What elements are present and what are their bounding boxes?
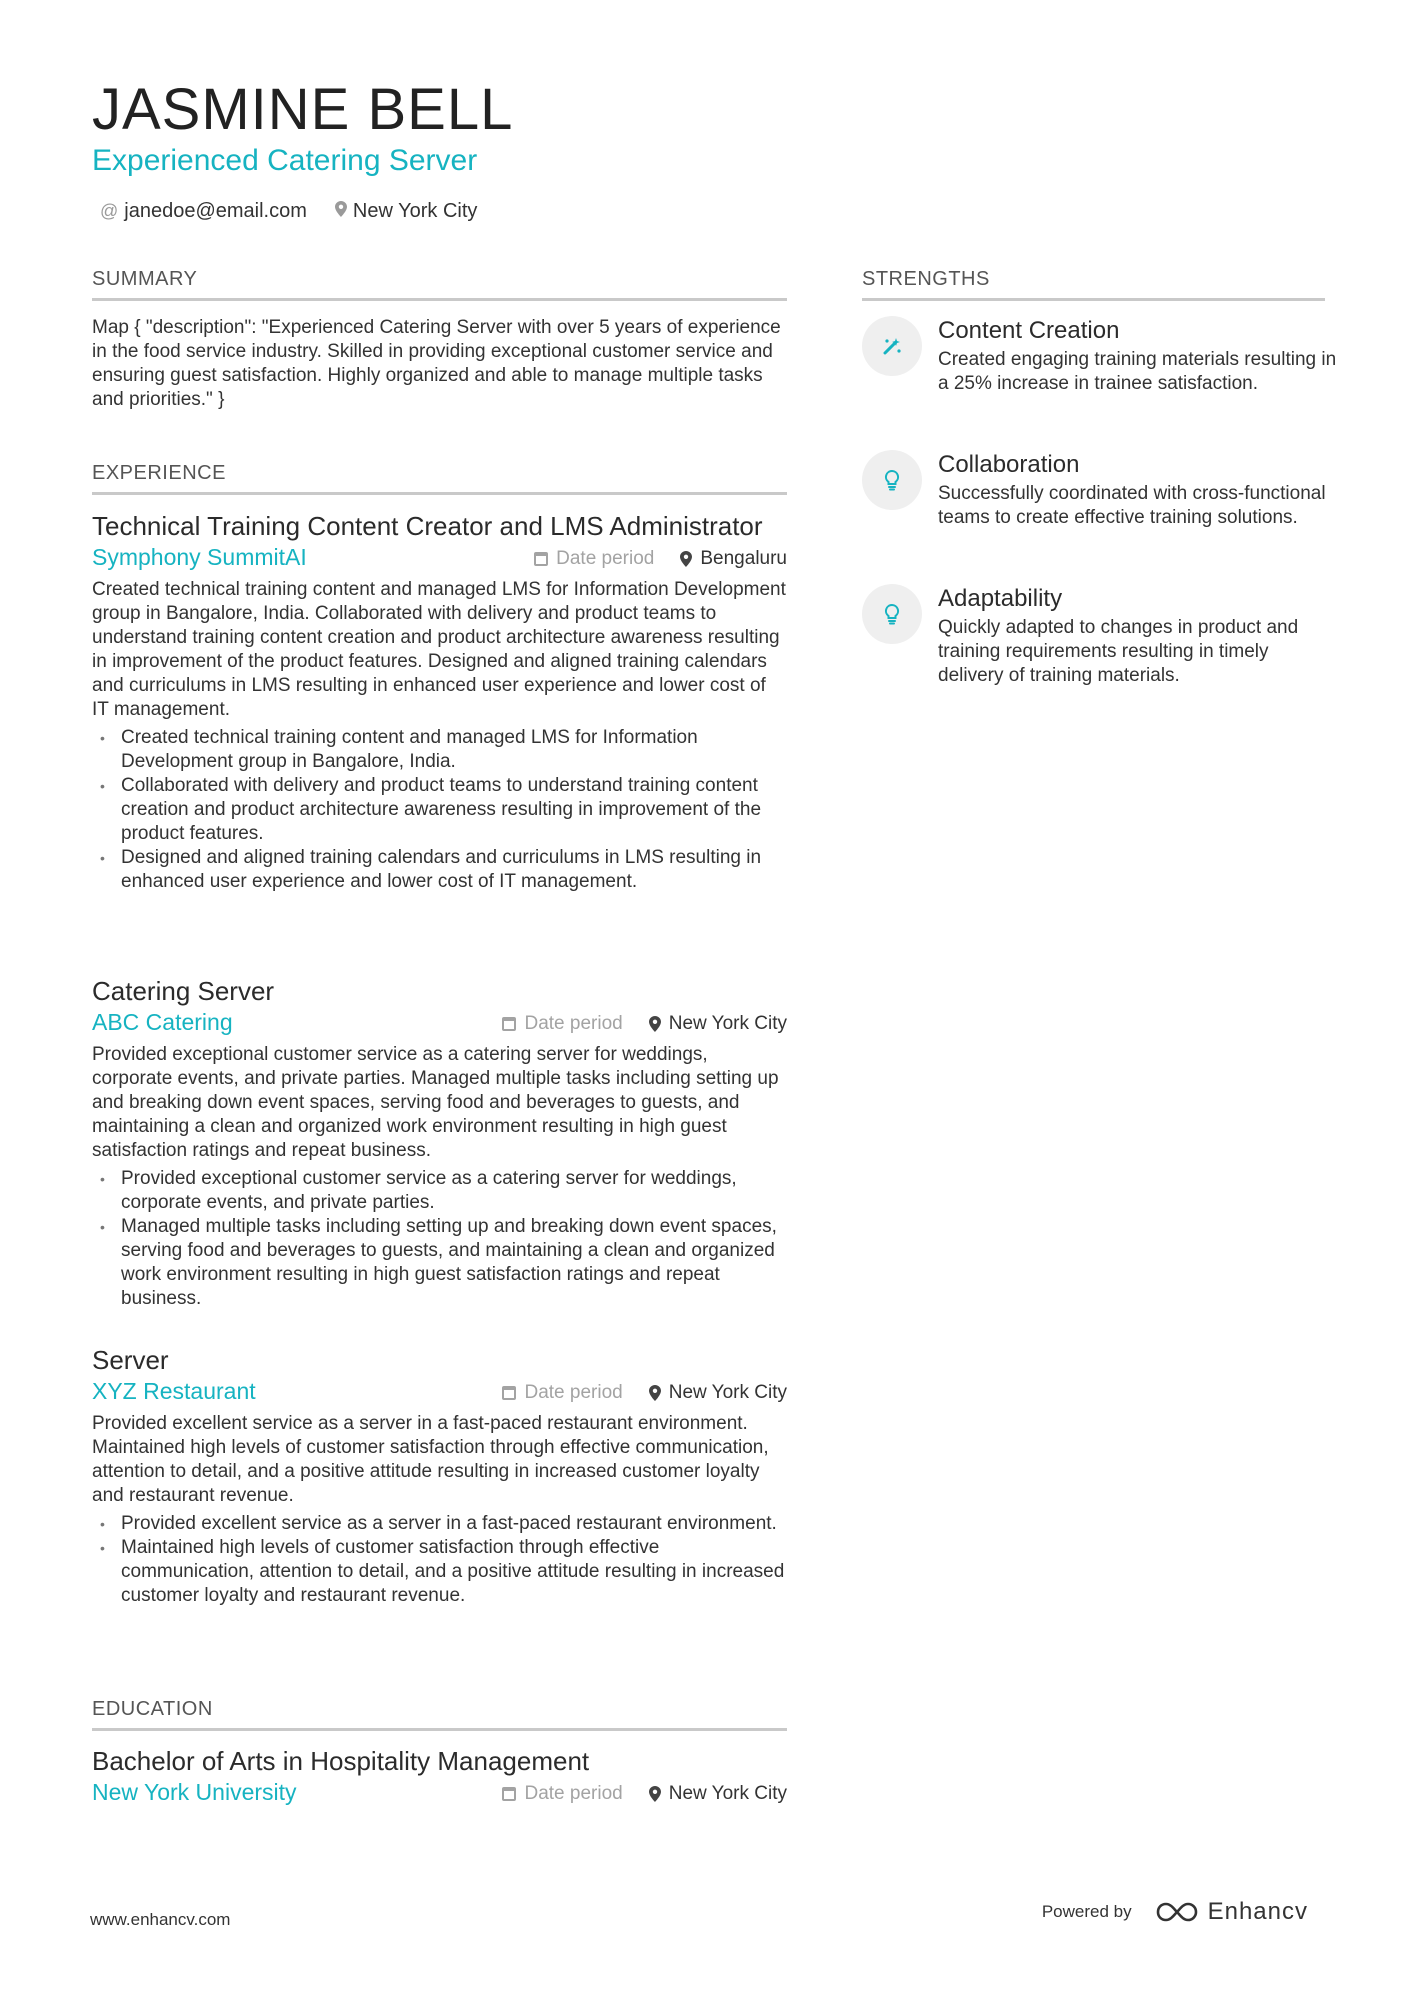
candidate-name: JASMINE BELL <box>92 77 514 142</box>
experience-item <box>92 510 787 894</box>
job-meta <box>92 1007 787 1041</box>
job-title: Server <box>92 1345 169 1375</box>
strength-title: Content Creation <box>938 317 1120 344</box>
contact-location <box>335 200 478 223</box>
company-name: Symphony SummitAI <box>92 544 307 570</box>
job-title: Catering Server <box>92 976 275 1006</box>
job-location-text: New York City <box>668 1013 787 1034</box>
experience-item <box>92 1344 787 1608</box>
strength-description: Created engaging training materials resulting in a 25% increase in trainee satisfaction. <box>938 349 1337 394</box>
job-date <box>502 1382 622 1404</box>
job-bullet: • Provided excellent service as a server in a fast-paced restaurant environment. <box>92 1512 787 1536</box>
magic-wand-icon <box>862 316 922 376</box>
location-pin-icon <box>649 1786 661 1802</box>
education-meta <box>92 1777 787 1811</box>
education-location-text: New York City <box>668 1783 787 1804</box>
job-bullet: • Collaborated with delivery and product teams to understand training content creation and product architecture awareness resulting in improvement of the product features. <box>92 774 787 846</box>
job-bullets <box>92 1167 787 1311</box>
lightbulb-icon <box>862 450 922 510</box>
job-bullet: • Created technical training content and managed LMS for Information Development group in Bangalore, India. <box>92 726 787 774</box>
email-text: janedoe@email.com <box>124 200 307 222</box>
lightbulb-icon <box>862 584 922 644</box>
footer-branding <box>1042 1898 1308 1926</box>
calendar-icon <box>502 1386 516 1400</box>
education-location <box>649 1783 787 1805</box>
brand-logo[interactable] <box>1154 1898 1308 1926</box>
education-heading: EDUCATION <box>92 1698 213 1720</box>
location-pin-icon <box>335 200 347 223</box>
strength-description: Quickly adapted to changes in product and training requirements resulting in timely delivery of training materials. <box>938 617 1299 686</box>
brand-name: Enhancv <box>1207 1898 1308 1925</box>
calendar-icon <box>502 1017 516 1031</box>
job-location-text: New York City <box>668 1382 787 1403</box>
job-location <box>680 548 787 570</box>
company-name: ABC Catering <box>92 1009 233 1035</box>
job-location-text: Bengaluru <box>700 548 787 569</box>
degree-title: Bachelor of Arts in Hospitality Management <box>92 1746 590 1776</box>
powered-by-label: Powered by <box>1041 1902 1132 1921</box>
footer-website-link[interactable]: www.enhancv.com <box>90 1910 231 1929</box>
education-date <box>502 1783 622 1805</box>
job-meta <box>92 542 787 576</box>
contact-email[interactable] <box>100 200 307 223</box>
job-description: Provided excellent service as a server in a fast-paced restaurant environment. Maintained high levels of customer satisfaction through effective communication, attention to detail, and a positive attitude resulting in increased customer loyalty and restaurant revenue. <box>92 1413 769 1506</box>
location-text: New York City <box>352 200 478 222</box>
job-date-text: Date period <box>524 1013 623 1034</box>
job-description: Provided exceptional customer service as a catering server for weddings, corporate events, and private parties. Managed multiple tasks including setting up and breaking down event spaces, serving food and beverages to guests, and maintaining a clean and organized work environment resulting in high guest satisfaction ratings and repeat business. <box>92 1044 779 1161</box>
strengths-heading: STRENGTHS <box>862 268 990 290</box>
calendar-icon <box>534 552 548 566</box>
summary-text: Map { "description": "Experienced Catering Server with over 5 years of experience in the food service industry. Skilled in providing exceptional customer service and ensuring guest satisfaction. Highly organized and able to manage multiple tasks and priorities." } <box>92 317 781 410</box>
job-date <box>534 548 654 570</box>
enhancv-logo-icon <box>1154 1900 1200 1924</box>
job-date-text: Date period <box>524 1382 623 1403</box>
location-pin-icon <box>649 1385 661 1401</box>
strength-description: Successfully coordinated with cross-functional teams to create effective training solutions. <box>938 483 1326 528</box>
job-meta <box>92 1376 787 1410</box>
school-name: New York University <box>92 1779 297 1805</box>
strength-title: Collaboration <box>938 451 1080 478</box>
education-date-text: Date period <box>524 1783 623 1804</box>
strength-title: Adaptability <box>938 585 1063 612</box>
education-item <box>92 1745 787 1811</box>
job-bullet: • Managed multiple tasks including setting up and breaking down event spaces, serving food and beverages to guests, and maintaining a clean and organized work environment resulting in high guest satisfaction ratings and repeat business. <box>92 1215 787 1311</box>
job-bullets <box>92 726 787 894</box>
calendar-icon <box>502 1787 516 1801</box>
summary-heading: SUMMARY <box>92 268 198 290</box>
job-bullets <box>92 1512 787 1608</box>
location-pin-icon <box>649 1016 661 1032</box>
experience-heading: EXPERIENCE <box>92 462 226 484</box>
candidate-title: Experienced Catering Server <box>92 144 478 177</box>
company-name: XYZ Restaurant <box>92 1378 256 1404</box>
job-title: Technical Training Content Creator and LMS Administrator <box>92 511 763 541</box>
contact-row <box>100 200 477 223</box>
location-pin-icon <box>680 551 692 567</box>
job-bullet: • Provided exceptional customer service as a catering server for weddings, corporate events, and private parties. <box>92 1167 787 1215</box>
at-icon: @ <box>100 201 119 221</box>
job-description: Created technical training content and managed LMS for Information Development group in Bangalore, India. Collaborated with delivery and product teams to understand training content creation and product architecture awareness resulting in improvement of the product features. Designed and aligned training calendars and curriculums in LMS resulting in enhanced user experience and lower cost of IT management. <box>92 579 786 720</box>
job-bullet: • Designed and aligned training calendars and curriculums in LMS resulting in enhanced user experience and lower cost of IT management. <box>92 846 787 894</box>
job-location <box>649 1382 787 1404</box>
job-date <box>502 1013 622 1035</box>
job-location <box>649 1013 787 1035</box>
job-bullet: • Maintained high levels of customer satisfaction through effective communication, attention to detail, and a positive attitude resulting in increased customer loyalty and restaurant revenue. <box>92 1536 787 1608</box>
experience-item <box>92 975 787 1311</box>
job-date-text: Date period <box>556 548 655 569</box>
